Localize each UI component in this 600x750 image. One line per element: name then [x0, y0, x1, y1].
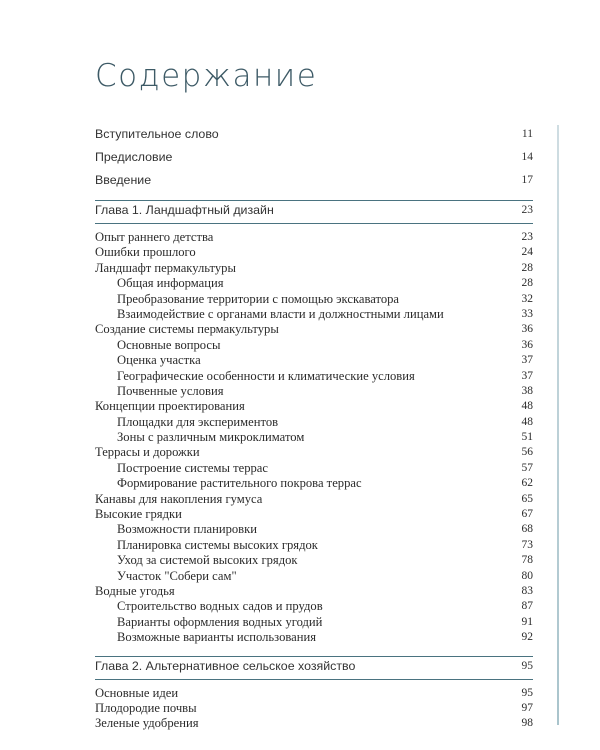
- page-number: 87: [521, 600, 533, 613]
- toc-entry[interactable]: [95, 353, 533, 368]
- toc-entry-label: Почвенные условия: [117, 383, 224, 398]
- page-edge-shadow: [557, 125, 559, 725]
- toc-entry[interactable]: [95, 276, 533, 291]
- toc-entry[interactable]: [95, 686, 533, 701]
- page-number: 92: [521, 631, 533, 644]
- page-number: 68: [521, 523, 533, 536]
- toc-entry[interactable]: [95, 338, 533, 353]
- toc-entry-label: Возможности планировки: [117, 522, 257, 537]
- table-of-contents: [95, 125, 533, 732]
- toc-entry[interactable]: [95, 322, 533, 337]
- toc-entry-label: Зоны с различным микроклиматом: [117, 430, 305, 445]
- toc-entry[interactable]: [95, 569, 533, 584]
- toc-entry[interactable]: [95, 615, 533, 630]
- toc-entry[interactable]: [95, 599, 533, 614]
- toc-entry[interactable]: [95, 716, 533, 731]
- toc-entry[interactable]: [95, 538, 533, 553]
- toc-entry-label: Формирование растительного покрова террас: [117, 476, 362, 491]
- chapter-title: Глава 1. Ландшафтный дизайн: [95, 203, 274, 217]
- page-number: 73: [521, 538, 533, 551]
- toc-entry-label: Оценка участка: [117, 353, 201, 368]
- page-number: 23: [521, 204, 533, 216]
- toc-entry-label: Создание системы пермакультуры: [95, 322, 279, 337]
- toc-entry[interactable]: [95, 430, 533, 445]
- page-number: 24: [521, 246, 533, 259]
- chapter-1-entries: [95, 230, 533, 646]
- toc-entry-label: Уход за системой высоких грядок: [117, 553, 298, 568]
- toc-entry[interactable]: [95, 630, 533, 645]
- toc-entry-label: Участок "Собери сам": [117, 568, 237, 583]
- page-number: 38: [521, 384, 533, 397]
- toc-entry[interactable]: [95, 171, 533, 194]
- toc-entry[interactable]: [95, 245, 533, 260]
- toc-entry[interactable]: [95, 553, 533, 568]
- page-number: 37: [521, 354, 533, 367]
- toc-entry[interactable]: [95, 584, 533, 599]
- page-number: 48: [521, 415, 533, 428]
- page-number: 32: [521, 292, 533, 305]
- page-number: 36: [521, 338, 533, 351]
- toc-entry[interactable]: [95, 399, 533, 414]
- front-matter: [95, 125, 533, 194]
- toc-entry[interactable]: [95, 307, 533, 322]
- toc-entry[interactable]: [95, 507, 533, 522]
- chapter-heading[interactable]: [95, 201, 533, 223]
- toc-entry-label: Возможные варианты использования: [117, 630, 317, 645]
- toc-entry-label: Водные угодья: [95, 583, 175, 598]
- toc-entry[interactable]: [95, 522, 533, 537]
- toc-entry-label: Планировка системы высоких грядок: [117, 537, 318, 552]
- toc-entry[interactable]: [95, 148, 533, 171]
- toc-entry[interactable]: [95, 384, 533, 399]
- page-number: 51: [521, 431, 533, 444]
- toc-entry-label: Основные идеи: [95, 685, 179, 700]
- page-number: 48: [521, 400, 533, 413]
- toc-entry-label: Взаимодействие с органами власти и должностными лицами: [117, 306, 444, 321]
- toc-entry[interactable]: [95, 461, 533, 476]
- page-number: 23: [521, 231, 533, 243]
- page-number: 83: [521, 584, 533, 597]
- toc-entry[interactable]: [95, 415, 533, 430]
- chapter-heading[interactable]: [95, 657, 533, 679]
- page-number: 95: [521, 686, 533, 699]
- toc-entry[interactable]: [95, 261, 533, 276]
- toc-entry-label: Вступительное слово: [95, 127, 219, 141]
- toc-entry[interactable]: [95, 369, 533, 384]
- toc-entry[interactable]: [95, 230, 533, 245]
- toc-entry-label: Ландшафт пермакультуры: [95, 260, 236, 275]
- page-number: 98: [521, 717, 533, 730]
- chapter-2-entries: [95, 686, 533, 732]
- page-number: 65: [521, 492, 533, 505]
- toc-entry[interactable]: [95, 292, 533, 307]
- toc-entry[interactable]: [95, 701, 533, 716]
- toc-entry-label: Площадки для экспериментов: [117, 414, 279, 429]
- toc-entry-label: Варианты оформления водных угодий: [117, 614, 323, 629]
- page-number: 57: [521, 461, 533, 474]
- toc-entry-label: Концепции проектирования: [95, 399, 245, 414]
- toc-entry-label: Ошибки прошлого: [95, 245, 196, 260]
- toc-entry[interactable]: [95, 445, 533, 460]
- toc-entry-label: Введение: [95, 173, 152, 187]
- page-number: 78: [521, 554, 533, 567]
- page-number: 67: [521, 508, 533, 521]
- toc-entry-label: Строительство водных садов и прудов: [117, 599, 323, 614]
- toc-entry-label: Географические особенности и климатические условия: [117, 368, 415, 383]
- page-number: 28: [521, 261, 533, 274]
- toc-entry-label: Зеленые удобрения: [95, 716, 199, 731]
- toc-entry-label: Высокие грядки: [95, 507, 182, 522]
- page-number: 91: [521, 615, 533, 628]
- page-number: 97: [521, 701, 533, 714]
- page-number: 11: [521, 128, 533, 140]
- page-number: 36: [521, 323, 533, 336]
- page-title: Содержание: [95, 58, 318, 94]
- toc-entry-label: Плодородие почвы: [95, 700, 197, 715]
- toc-entry-label: Общая информация: [117, 276, 224, 291]
- page-number: 14: [521, 151, 533, 163]
- toc-entry-label: Преобразование территории с помощью экскаватора: [117, 291, 400, 306]
- page-number: 95: [521, 659, 533, 672]
- toc-entry-label: Канавы для накопления гумуса: [95, 491, 263, 506]
- page-number: 37: [521, 369, 533, 382]
- toc-entry-label: Предисловие: [95, 150, 173, 164]
- page-number: 56: [521, 446, 533, 459]
- page-number: 33: [521, 307, 533, 320]
- toc-entry-label: Основные вопросы: [117, 337, 221, 352]
- toc-entry[interactable]: [95, 492, 533, 507]
- toc-entry-label: Опыт раннего детства: [95, 230, 214, 244]
- page-number: 80: [521, 569, 533, 582]
- page-number: 28: [521, 277, 533, 290]
- toc-entry-label: Террасы и дорожки: [95, 445, 200, 460]
- toc-entry[interactable]: [95, 476, 533, 491]
- toc-entry[interactable]: [95, 125, 533, 148]
- page-number: 62: [521, 477, 533, 490]
- page-number: 17: [521, 174, 533, 186]
- toc-entry-label: Построение системы террас: [117, 460, 268, 475]
- chapter-title: Глава 2. Альтернативное сельское хозяйство: [95, 658, 356, 673]
